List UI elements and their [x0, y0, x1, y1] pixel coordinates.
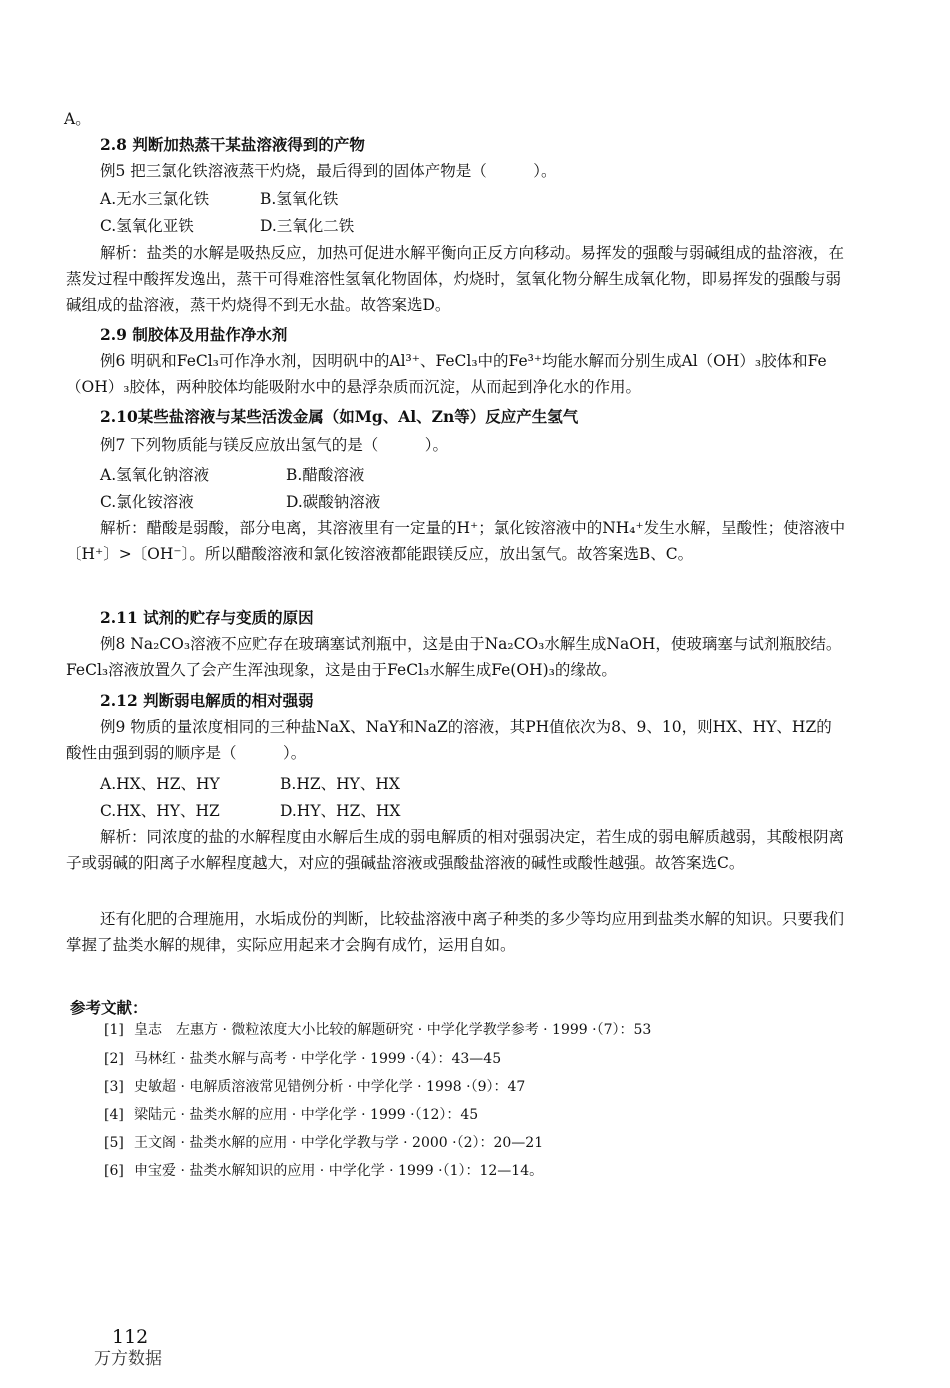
- example-9-options-row2: [100, 799, 400, 823]
- option-d: D.碳酸钠溶液: [286, 493, 381, 511]
- example-9-question: 例9 物质的量浓度相同的三种盐NaX、NaY和NaZ的溶液，其PH值依次为8、9、10，则HX、HY、HZ的酸性由强到弱的顺序是（ ）。: [66, 718, 832, 762]
- option-b: B.HZ、HY、HX: [280, 775, 400, 793]
- reference-text: 申宝爱 · 盐类水解知识的应用 · 中学化学 · 1999 ·（1）：12—14。: [134, 1163, 544, 1179]
- option-c: C.氯化铵溶液: [100, 493, 194, 511]
- reference-number: [1]: [104, 1022, 124, 1038]
- lead-answer: A。: [64, 110, 91, 128]
- reference-item: [104, 1076, 525, 1098]
- reference-text: 史敏超 · 电解质溶液常见错例分析 · 中学化学 · 1998 ·（9）：47: [134, 1079, 526, 1095]
- section-2-12-heading: 2.12 判断弱电解质的相对强弱: [100, 691, 314, 710]
- example-6-text: 例6 明矾和FeCl₃可作净水剂，因明矾中的Al³⁺、FeCl₃中的Fe³⁺均能水解而分别生成Al（OH）₃胶体和Fe（OH）₃胶体，两种胶体均能吸附水中的悬浮杂质而沉淀，从而起到净化水的作用。: [66, 352, 827, 396]
- option-b: B.氢氧化铁: [260, 190, 339, 208]
- option-a: A.无水三氯化铁: [100, 190, 210, 208]
- reference-item: [104, 1104, 478, 1126]
- closing-paragraph: 还有化肥的合理施用，水垢成份的判断，比较盐溶液中离子种类的多少等均应用到盐类水解的知识。只要我们掌握了盐类水解的规律，实际应用起来才会胸有成竹，运用自如。: [66, 910, 845, 954]
- example-5-question: 例5 把三氯化铁溶液蒸干灼烧，最后得到的固体产物是（ ）。: [100, 162, 557, 180]
- reference-item: [104, 1019, 651, 1041]
- example-8-text: 例8 Na₂CO₃溶液不应贮存在玻璃塞试剂瓶中，这是由于Na₂CO₃水解生成NaOH，使玻璃塞与试剂瓶胶结。FeCl₃溶液放置久了会产生浑浊现象，这是由于FeCl₃水解生成Fe(OH)₃的缘故。: [66, 635, 842, 679]
- example-9-options-row1: [100, 772, 400, 796]
- option-b: B.醋酸溶液: [286, 466, 365, 484]
- reference-number: [2]: [104, 1051, 124, 1067]
- example-7-options-row2: [100, 490, 380, 514]
- references-title: 参考文献：: [70, 998, 148, 1017]
- reference-text: 梁陆元 · 盐类水解的应用 · 中学化学 · 1999 ·（12）：45: [134, 1107, 479, 1123]
- reference-text: 马林红 · 盐类水解与高考 · 中学化学 · 1999 ·（4）：43—45: [134, 1051, 502, 1067]
- reference-item: [104, 1048, 501, 1070]
- page-number: 112: [112, 1326, 149, 1348]
- reference-text: 皇志 左惠方 · 微粒浓度大小比较的解题研究 · 中学化学教学参考 · 1999 ·（7）：53: [134, 1022, 652, 1038]
- reference-number: [4]: [104, 1107, 124, 1123]
- option-c: C.氢氧化亚铁: [100, 217, 194, 235]
- option-c: C.HX、HY、HZ: [100, 802, 220, 820]
- example-5-options-row1: [100, 187, 338, 211]
- reference-number: [3]: [104, 1079, 124, 1095]
- section-2-9-heading: 2.9 制胶体及用盐作净水剂: [100, 325, 288, 344]
- option-a: A.HX、HZ、HY: [100, 775, 220, 793]
- example-5-analysis: 解析：盐类的水解是吸热反应，加热可促进水解平衡向正反方向移动。易挥发的强酸与弱碱组成的盐溶液，在蒸发过程中酸挥发逸出，蒸干可得难溶性氢氧化物固体，灼烧时，氢氧化物分解生成氧化物，即易挥发的强酸与弱碱组成的盐溶液，蒸干灼烧得不到无水盐。故答案选D。: [66, 244, 845, 314]
- reference-number: [6]: [104, 1163, 124, 1179]
- watermark: 万方数据: [94, 1349, 162, 1369]
- reference-number: [5]: [104, 1135, 124, 1151]
- reference-item: [104, 1132, 543, 1154]
- example-7-options-row1: [100, 463, 364, 487]
- option-d: D.HY、HZ、HX: [280, 802, 401, 820]
- option-d: D.三氧化二铁: [260, 217, 355, 235]
- section-2-10-heading: 2.10某些盐溶液与某些活泼金属（如Mg、Al、Zn等）反应产生氢气: [100, 407, 579, 426]
- example-5-options-row2: [100, 214, 354, 238]
- option-a: A.氢氧化钠溶液: [100, 466, 210, 484]
- section-2-11-heading: 2.11 试剂的贮存与变质的原因: [100, 608, 314, 627]
- reference-item: [104, 1160, 543, 1182]
- reference-text: 王文阁 · 盐类水解的应用 · 中学化学教与学 · 2000 ·（2）：20—21: [134, 1135, 544, 1151]
- example-7-question: 例7 下列物质能与镁反应放出氢气的是（ ）。: [100, 436, 449, 454]
- example-7-analysis: 解析：醋酸是弱酸，部分电离，其溶液里有一定量的H⁺；氯化铵溶液中的NH₄⁺发生水解，呈酸性；使溶液中〔H⁺〕>〔OH⁻〕。所以醋酸溶液和氯化铵溶液都能跟镁反应，放出氢气。故答案选B、C。: [66, 519, 846, 563]
- example-9-analysis: 解析：同浓度的盐的水解程度由水解后生成的弱电解质的相对强弱决定，若生成的弱电解质越弱，其酸根阴离子或弱碱的阳离子水解程度越大，对应的强碱盐溶液或强酸盐溶液的碱性或酸性越强。故答案选C。: [66, 828, 845, 872]
- section-2-8-heading: 2.8 判断加热蒸干某盐溶液得到的产物: [100, 135, 365, 154]
